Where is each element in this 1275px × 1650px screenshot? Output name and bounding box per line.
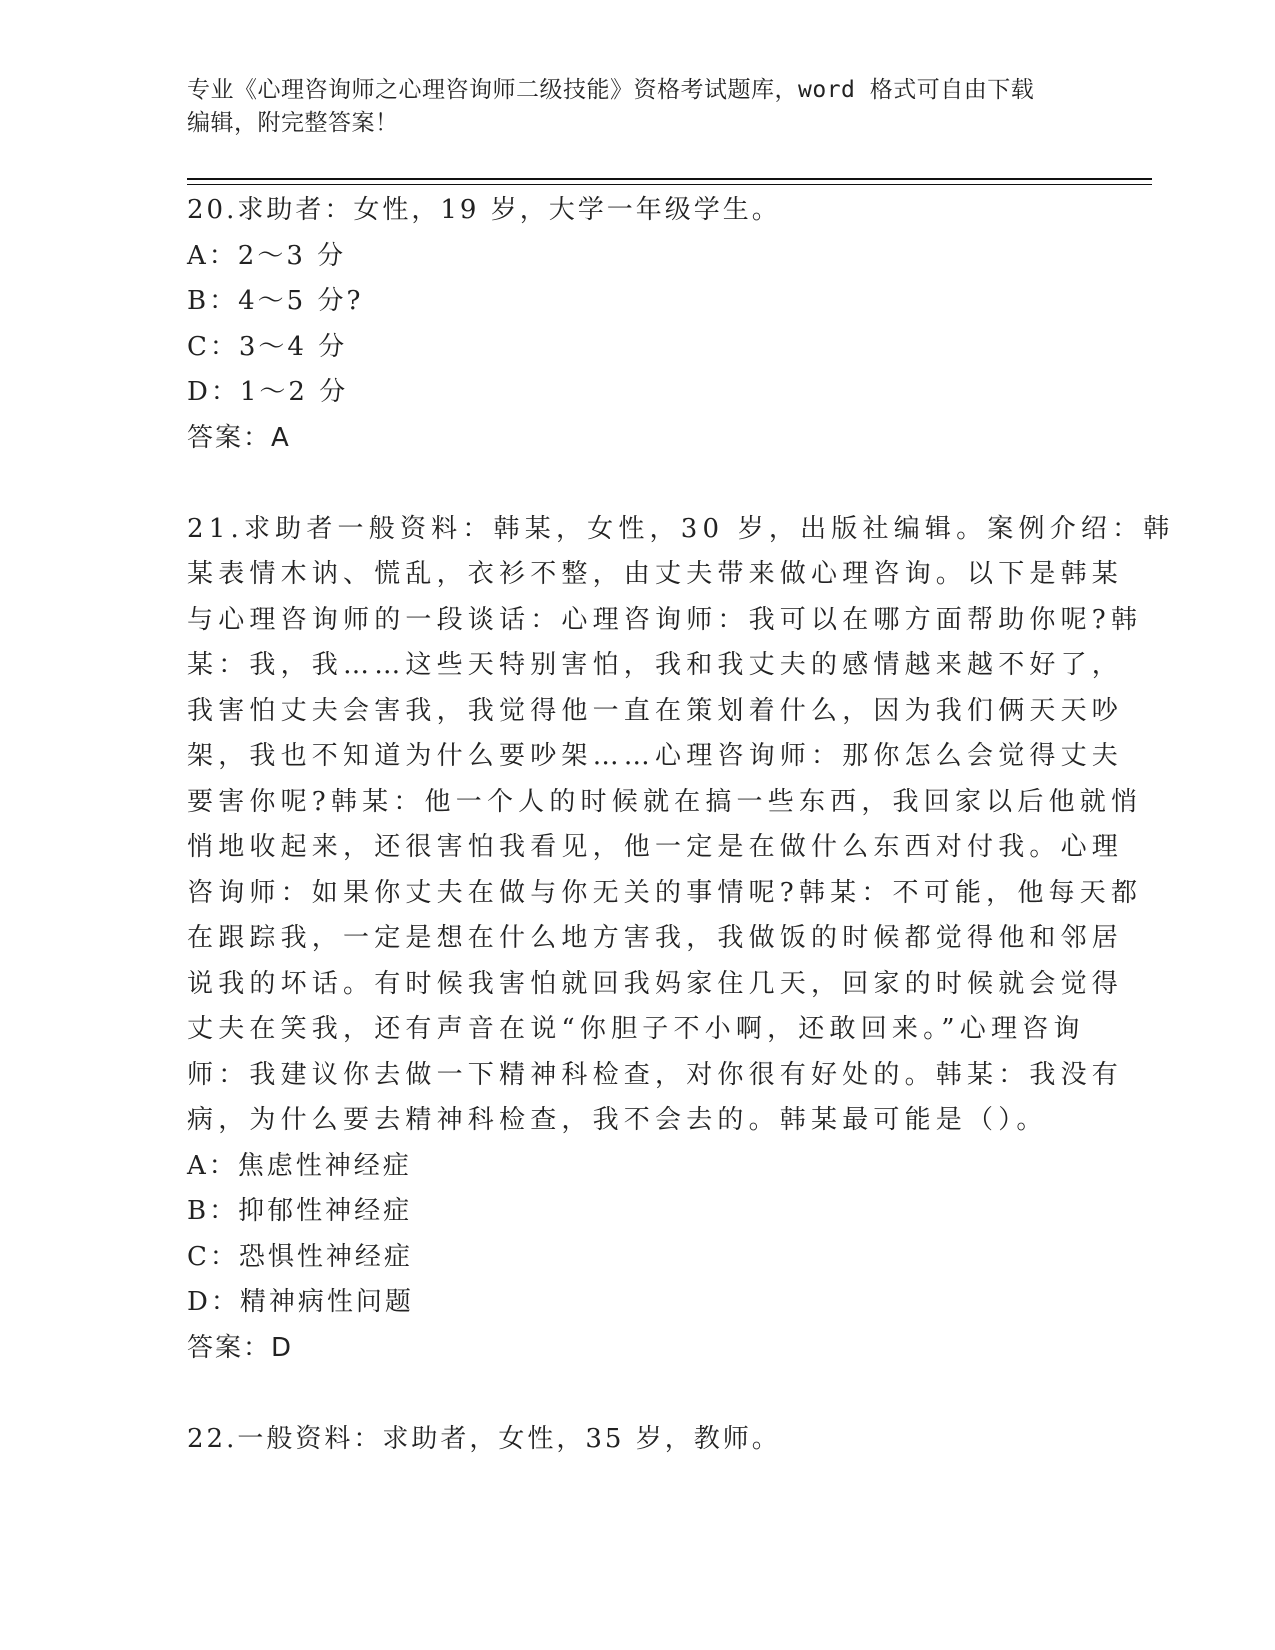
document-header — [187, 74, 1087, 140]
question-list — [187, 188, 1175, 1462]
question-stem-line: 在跟踪我，一定是想在什么地方害我，我做饭的时候都觉得他和邻居 — [187, 923, 1124, 953]
header-rule-thick — [187, 178, 1152, 180]
question-stem-line: 架，我也不知道为什么要吵架……心理咨询师：那你怎么会觉得丈夫 — [187, 741, 1124, 771]
question-stem-line: 说我的坏话。有时候我害怕就回我妈家住几天，回家的时候就会觉得 — [187, 968, 1124, 999]
option-c: C：3～4 分 — [187, 331, 348, 362]
question-stem-line: 某表情木讷、慌乱，衣衫不整，由丈夫带来做心理咨询。以下是韩某 — [187, 559, 1124, 589]
question-stem-line: 师：我建议你去做一下精神科检查，对你很有好处的。韩某：我没有 — [187, 1059, 1124, 1090]
question-stem: 22.一般资料：求助者，女性，35 岁，教师。 — [187, 1423, 781, 1454]
header-rule-thin — [187, 184, 1152, 185]
question-stem-line: 咨询师：如果你丈夫在做与你无关的事情呢?韩某：不可能，他每天都 — [187, 877, 1143, 908]
question-20 — [187, 188, 1087, 461]
answer-label: 答案：D — [187, 1332, 294, 1363]
question-stem-line: 21.求助者一般资料：韩某，女性，30 岁，出版社编辑。案例介绍：韩 — [187, 513, 1175, 544]
question-stem-line: 要害你呢?韩某：他一个人的时候就在搞一些东西，我回家以后他就悄 — [187, 786, 1143, 817]
option-d: D：精神病性问题 — [187, 1287, 414, 1317]
question-stem: 20.求助者：女性，19 岁，大学一年级学生。 — [187, 195, 781, 225]
option-a: A：焦虑性神经症 — [187, 1150, 412, 1181]
question-stem-line: 悄地收起来，还很害怕我看见，他一定是在做什么东西对付我。心理 — [187, 832, 1124, 862]
question-stem-line: 病，为什么要去精神科检查，我不会去的。韩某最可能是（）。 — [187, 1105, 1048, 1135]
option-a: A：2～3 分 — [187, 240, 347, 271]
question-stem-line: 丈夫在笑我，还有声音在说“你胆子不小啊，还敢回来。”心理咨询 — [187, 1014, 1085, 1044]
answer-label: 答案：A — [187, 422, 291, 453]
header-line-2: 编辑，附完整答案！ — [187, 110, 399, 136]
option-d: D：1～2 分 — [187, 377, 349, 407]
header-line-1: 专业《心理咨询师之心理咨询师二级技能》资格考试题库，word 格式可自由下载 — [187, 77, 1035, 103]
question-21 — [187, 507, 1175, 1372]
question-22 — [187, 1417, 1087, 1463]
spacer — [187, 1371, 1087, 1417]
option-b: B：4～5 分? — [187, 286, 364, 316]
question-stem-line: 某：我，我……这些天特别害怕，我和我丈夫的感情越来越不好了， — [187, 650, 1124, 680]
option-b: B：抑郁性神经症 — [187, 1196, 413, 1226]
question-stem-line: 我害怕丈夫会害我，我觉得他一直在策划着什么，因为我们俩天天吵 — [187, 695, 1124, 726]
question-stem-line: 与心理咨询师的一段谈话：心理咨询师：我可以在哪方面帮助你呢?韩 — [187, 604, 1143, 635]
spacer — [187, 461, 1087, 507]
option-c: C：恐惧性神经症 — [187, 1241, 413, 1272]
